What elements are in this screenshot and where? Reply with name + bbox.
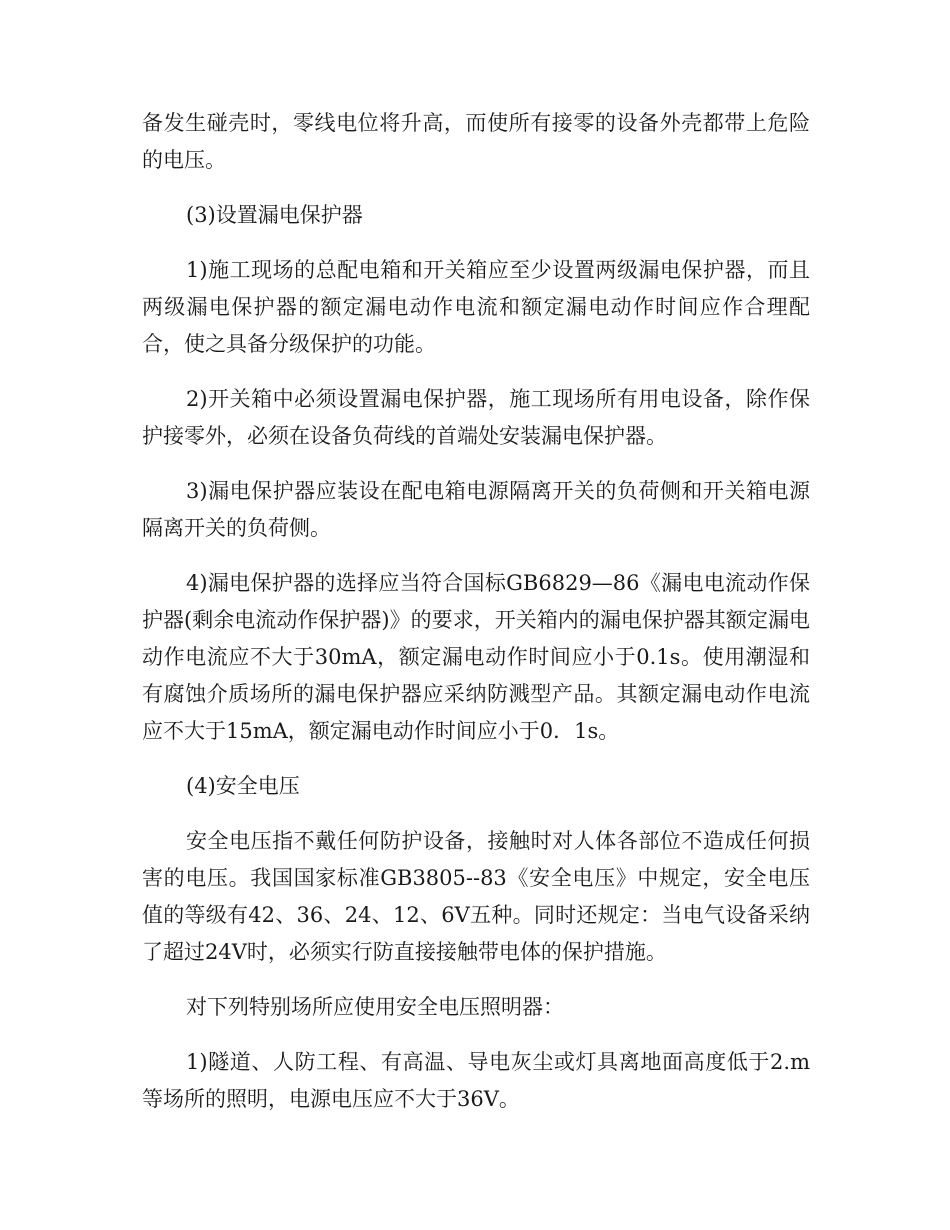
paragraph-item-2: 2)开关箱中必须设置漏电保护器，施工现场所有用电设备，除作保护接零外，必须在设备负荷线的首端处安装漏电保护器。 [142, 387, 810, 448]
paragraph-special-item-1: 1)隧道、人防工程、有高温、导电灰尘或灯具离地面高度低于2.m等场所的照明，电源电压应不大于36V。 [142, 1050, 810, 1111]
paragraph-item-4: 4)漏电保护器的选择应当符合国标GB6829—86《漏电电流动作保护器(剩余电流动作保护器)》的要求，开关箱内的漏电保护器其额定漏电动作电流应不大于30mA，额定漏电动作时间应小于0.1s。使用潮湿和有腐蚀介质场所的漏电保护器应采纳防溅型产品。其额定漏电动作电流应不大于15mA，额定漏电动作时间应小于0．1s。 [142, 571, 810, 743]
paragraph-special-locations: 对下列特别场所应使用安全电压照明器： [186, 995, 564, 1019]
section-heading-safety-voltage: (4)安全电压 [186, 774, 300, 798]
paragraph-item-1: 1)施工现场的总配电箱和开关箱应至少设置两级漏电保护器，而且两级漏电保护器的额定漏电动作电流和额定漏电动作时间应作合理配合，使之具备分级保护的功能。 [142, 258, 810, 356]
section-heading-leakage-protector: (3)设置漏电保护器 [186, 203, 363, 227]
paragraph-continuation: 备发生碰壳时，零线电位将升高，而使所有接零的设备外壳都带上危险的电压。 [142, 111, 810, 172]
document-body [142, 105, 810, 1136]
paragraph-safety-voltage-definition: 安全电压指不戴任何防护设备，接触时对人体各部位不造成任何损害的电压。我国国家标准GB3805--83《安全电压》中规定，安全电压值的等级有42、36、24、12、6V五种。同时还规定：当电气设备采纳了超过24V时，必须实行防直接接触带电体的保护措施。 [142, 829, 810, 964]
paragraph-item-3: 3)漏电保护器应装设在配电箱电源隔离开关的负荷侧和开关箱电源隔离开关的负荷侧。 [142, 479, 810, 540]
